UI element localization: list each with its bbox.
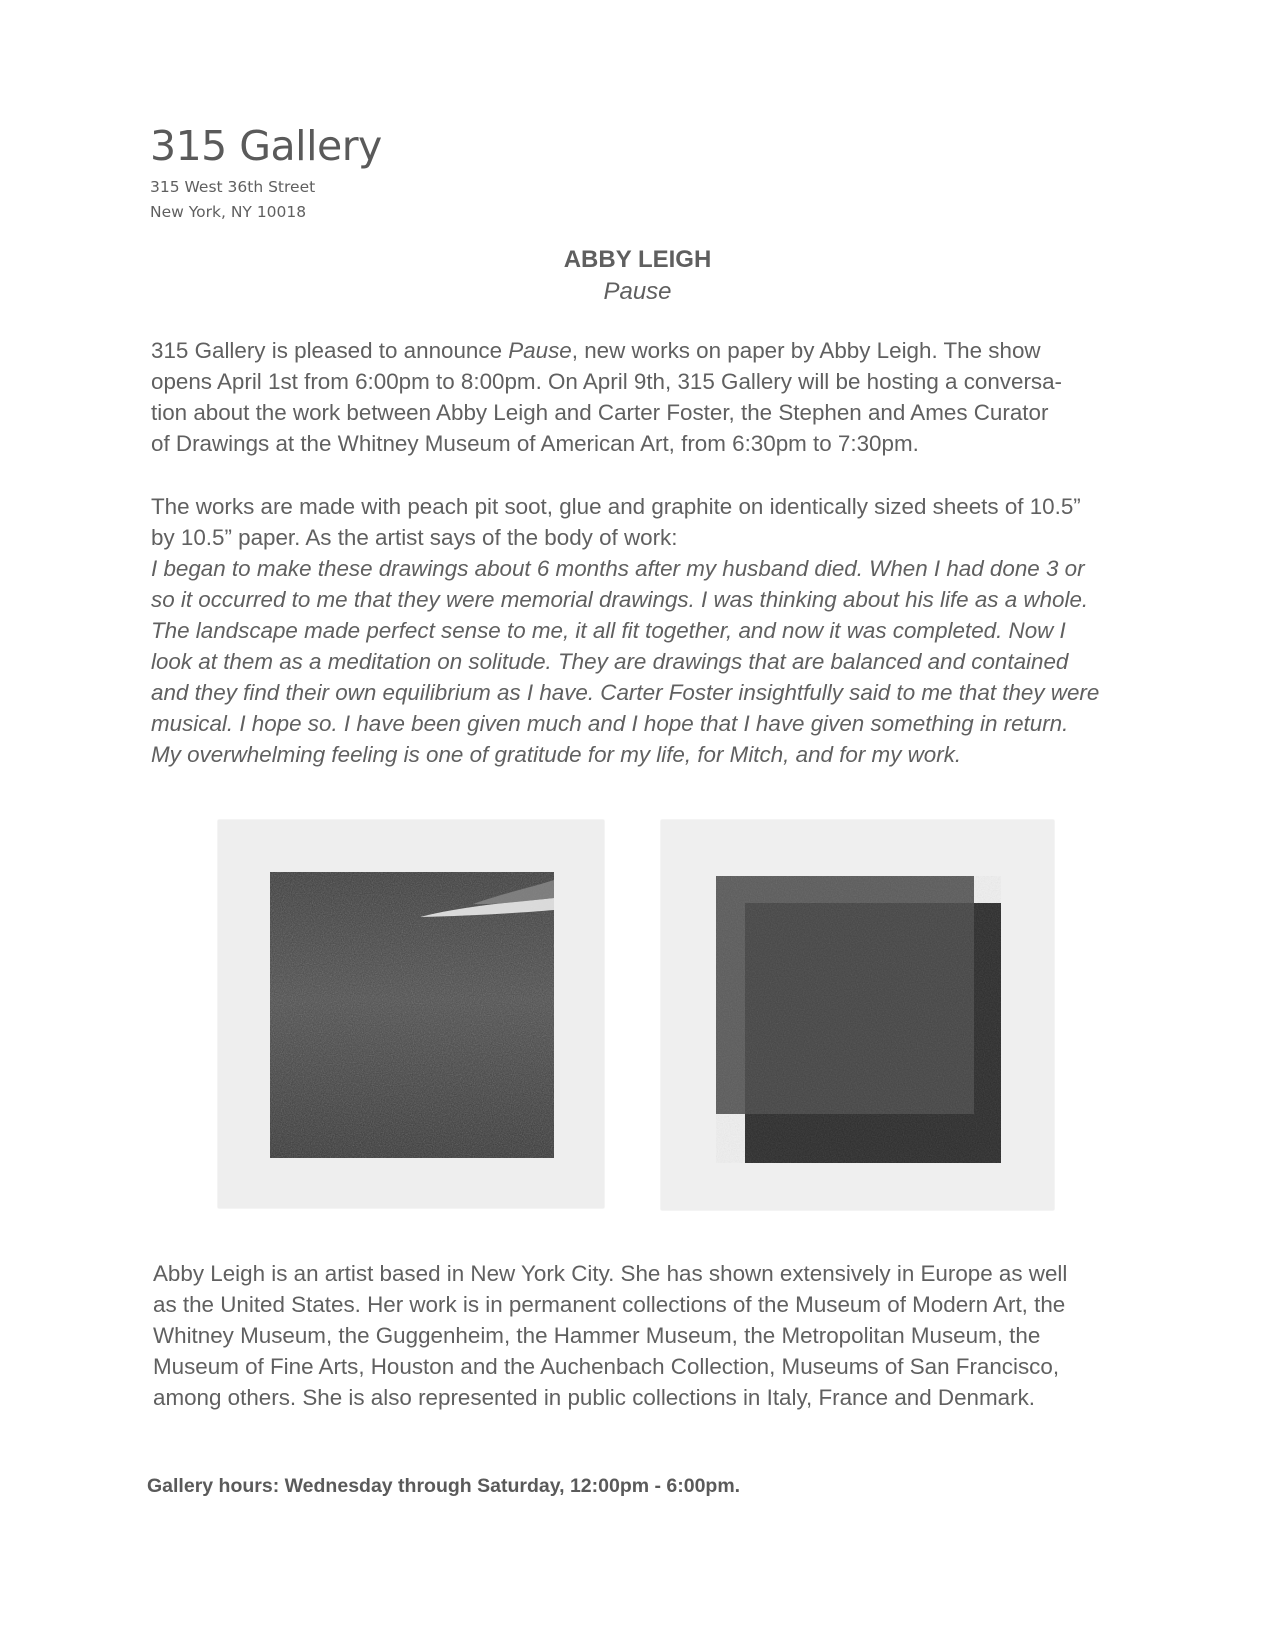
intro-line: opens April 1st from 6:00pm to 8:00pm. On April 9th, 315 Gallery will be hosting a conversa- bbox=[151, 369, 1063, 394]
bio-line: Museum of Fine Arts, Houston and the Auchenbach Collection, Museums of San Francisco, bbox=[153, 1354, 1060, 1379]
intro-line: 315 Gallery is pleased to announce Pause, new works on paper by Abby Leigh. The show bbox=[151, 338, 1041, 363]
address-city: New York, NY 10018 bbox=[150, 203, 307, 221]
address-street: 315 West 36th Street bbox=[150, 178, 316, 196]
quote-line: My overwhelming feeling is one of gratitude for my life, for Mitch, and for my work. bbox=[151, 742, 962, 767]
intro-paragraph bbox=[151, 335, 1062, 459]
intro-line: tion about the work between Abby Leigh and Carter Foster, the Stephen and Ames Curator bbox=[151, 400, 1049, 425]
bio-line: Whitney Museum, the Guggenheim, the Hammer Museum, the Metropolitan Museum, the bbox=[153, 1323, 1041, 1348]
quote-line: musical. I hope so. I have been given much and I hope that I have given something in return. bbox=[151, 711, 1069, 736]
artist-name: ABBY LEIGH bbox=[563, 246, 712, 273]
gallery-hours: Gallery hours: Wednesday through Saturday, 12:00pm - 6:00pm. bbox=[147, 1475, 741, 1497]
exhibition-title: Pause bbox=[603, 278, 672, 305]
artwork-left-drawing bbox=[218, 820, 604, 1208]
bio-line: among others. She is also represented in public collections in Italy, France and Denmark. bbox=[153, 1385, 1035, 1410]
gallery-name: 315 Gallery bbox=[150, 122, 382, 170]
artwork-right-drawing bbox=[661, 820, 1054, 1210]
bio-paragraph bbox=[153, 1258, 1067, 1413]
quote-line: so it occurred to me that they were memorial drawings. I was thinking about his life as a whole. bbox=[151, 587, 1089, 612]
quote-line: The landscape made perfect sense to me, it all fit together, and now it was completed. Now I bbox=[151, 618, 1066, 643]
artwork-images bbox=[0, 820, 1275, 1220]
works-paragraph bbox=[151, 491, 1099, 770]
works-line: The works are made with peach pit soot, glue and graphite on identically sized sheets of 10.5” bbox=[151, 494, 1081, 519]
bio-line: as the United States. Her work is in permanent collections of the Museum of Modern Art, the bbox=[153, 1292, 1066, 1317]
quote-line: and they find their own equilibrium as I have. Carter Foster insightfully said to me that they were bbox=[151, 680, 1100, 705]
artwork-right bbox=[661, 820, 1054, 1210]
artwork-left bbox=[218, 820, 604, 1208]
quote-line: I began to make these drawings about 6 months after my husband died. When I had done 3 or bbox=[151, 556, 1085, 581]
bio-line: Abby Leigh is an artist based in New York City. She has shown extensively in Europe as well bbox=[153, 1261, 1068, 1286]
works-line: by 10.5” paper. As the artist says of the body of work: bbox=[151, 525, 678, 550]
intro-line: of Drawings at the Whitney Museum of American Art, from 6:30pm to 7:30pm. bbox=[151, 431, 919, 456]
quote-line: look at them as a meditation on solitude. They are drawings that are balanced and contained bbox=[151, 649, 1069, 674]
